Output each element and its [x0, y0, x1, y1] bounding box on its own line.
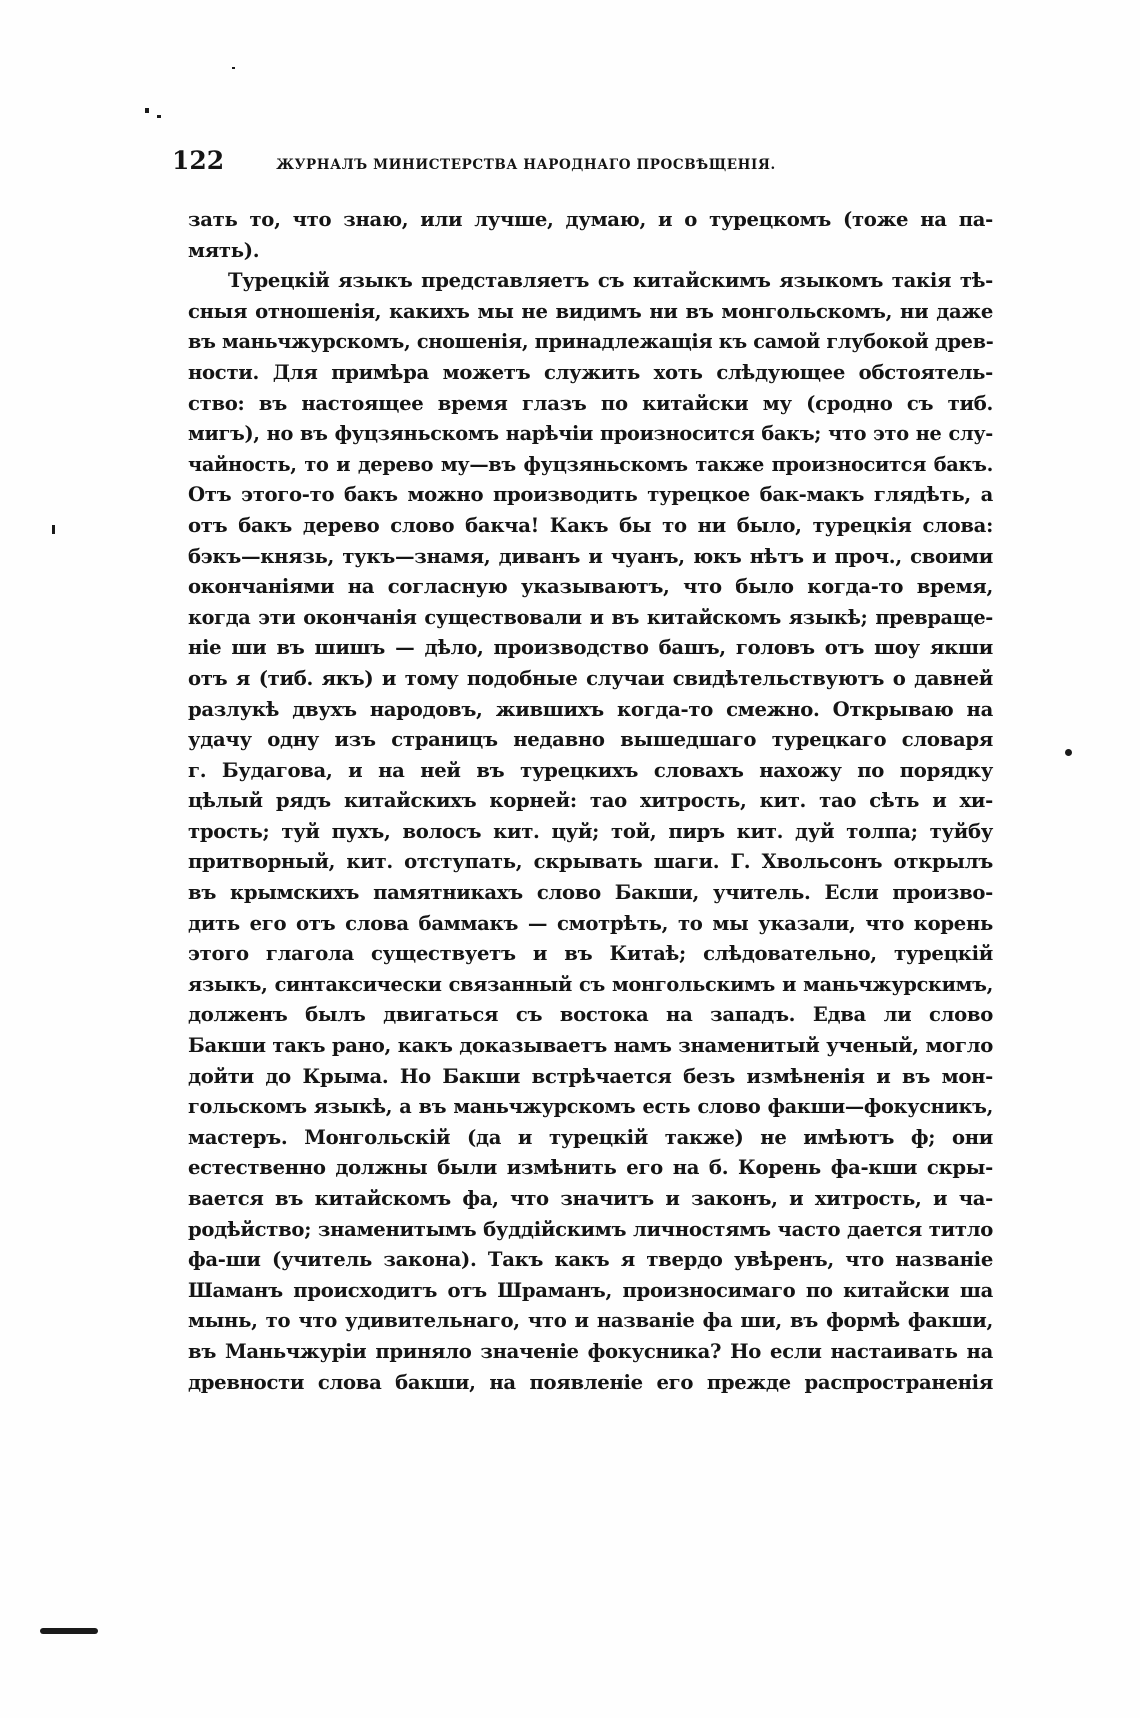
text-line: сныя отношенія, какихъ мы не видимъ ни въ монгольскомъ, ни даже: [188, 299, 993, 323]
text-line: цѣлый рядъ китайскихъ корней: тао хитрость, кит. тао сѣть и хи-: [188, 789, 993, 813]
text-line: этого глагола существуетъ и въ Китаѣ; слѣдовательно, турецкій: [188, 942, 993, 966]
text-line: разлукѣ двухъ народовъ, жившихъ когда-то смежно. Открываю на: [188, 697, 993, 721]
text-line: гольскомъ языкѣ, а въ маньчжурскомъ есть слово факши—фокусникъ,: [188, 1095, 993, 1119]
text-line: отъ бакъ дерево слово бакча! Какъ бы то ни было, турецкія слова:: [188, 513, 993, 537]
text-line: въ Маньчжуріи приняло значеніе фокусника? Но если настаивать на: [188, 1339, 993, 1363]
running-head: ЖУРНАЛЪ МИНИСТЕРСТВА НАРОДНАГО ПРОСВѢЩЕНІЯ.: [276, 157, 776, 173]
text-line: чайность, то и дерево му—въ фуцзяньскомъ также произносится бакъ.: [188, 452, 993, 476]
page-header: [172, 146, 992, 186]
body-text: [188, 205, 993, 1398]
text-line: родѣйство; знаменитымъ буддійскимъ личностямъ часто дается титло: [188, 1217, 993, 1241]
text-line: дить его отъ слова баммакъ — смотрѣть, то мы указали, что корень: [188, 911, 993, 935]
text-line: мастеръ. Монгольскій (да и турецкій также) не имѣютъ ф; они: [188, 1125, 993, 1149]
text-line: отъ я (тиб. якъ) и тому подобные случаи свидѣтельствуютъ о давней: [188, 666, 993, 690]
margin-dot: [1065, 749, 1072, 756]
text-line: Отъ этого-то бакъ можно производить турецкое бак-макъ глядѣть, а: [188, 483, 993, 507]
text-line: трость; туй пухъ, волосъ кит. цуй; той, пиръ кит. дуй толпа; туйбу: [188, 819, 993, 843]
text-line: ности. Для примѣра можетъ служить хоть слѣдующее обстоятель-: [188, 360, 993, 384]
scan-speck: [157, 115, 161, 118]
text-line: окончаніями на согласную указываютъ, что было когда-то время,: [188, 575, 993, 599]
text-line: удачу одну изъ страницъ недавно вышедшаго турецкаго словаря: [188, 728, 993, 752]
text-line: мять).: [188, 238, 260, 262]
text-line: долженъ былъ двигаться съ востока на западъ. Едва ли слово: [188, 1003, 993, 1027]
text-line: языкъ, синтаксически связанный съ монгольскимъ и маньчжурскимъ,: [188, 972, 993, 996]
text-line: бэкъ—князь, тукъ—знамя, диванъ и чуанъ, юкъ нѣтъ и проч., своими: [188, 544, 993, 568]
text-line: въ маньчжурскомъ, сношенія, принадлежащія къ самой глубокой древ-: [188, 330, 994, 354]
scan-speck: [232, 67, 235, 69]
page-number: 122: [172, 146, 225, 175]
text-line: мынь, то что удивительнаго, что и названіе фа ши, въ формѣ факши,: [188, 1309, 993, 1333]
text-line: Турецкій языкъ представляетъ съ китайскимъ языкомъ такія тѣ-: [228, 269, 993, 293]
text-line: зать то, что знаю, или лучше, думаю, и о турецкомъ (тоже на па-: [188, 208, 993, 231]
text-line: фа-ши (учитель закона). Такъ какъ я твердо увѣренъ, что названіе: [188, 1248, 993, 1272]
text-line: дойти до Крыма. Но Бакши встрѣчается безъ измѣненія и въ мон-: [188, 1064, 993, 1088]
text-line: когда эти окончанія существовали и въ китайскомъ языкѣ; превраще-: [188, 605, 993, 629]
scan-speck: [145, 108, 149, 113]
text-line: г. Будагова, и на ней въ турецкихъ словахъ нахожу по порядку: [188, 758, 993, 782]
scan-edge-mark: [40, 1628, 98, 1634]
text-line: въ крымскихъ памятникахъ слово Бакши, учитель. Если произво-: [188, 881, 993, 905]
text-line: мигъ), но въ фуцзяньскомъ нарѣчіи произносится бакъ; что это не слу-: [188, 422, 993, 446]
text-line: естественно должны были измѣнить его на б. Корень фа-кши скры-: [188, 1156, 993, 1180]
margin-mark: [52, 525, 55, 534]
text-line: ніе ши въ шишъ — дѣло, производство башъ, головъ отъ шоу якши: [188, 636, 993, 660]
text-line: Бакши такъ рано, какъ доказываетъ намъ знаменитый ученый, могло: [188, 1034, 993, 1058]
text-line: ство: въ настоящее время глазъ по китайски му (сродно съ тиб.: [188, 391, 993, 415]
text-line: вается въ китайскомъ фа, что значитъ и законъ, и хитрость, и ча-: [188, 1187, 993, 1210]
text-line: Шаманъ происходитъ отъ Шраманъ, произносимаго по китайски ша: [188, 1278, 993, 1302]
text-line: древности слова бакши, на появленіе его прежде распространенія: [188, 1370, 993, 1394]
text-line: притворный, кит. отступать, скрывать шаги. Г. Хвольсонъ открылъ: [188, 850, 993, 874]
